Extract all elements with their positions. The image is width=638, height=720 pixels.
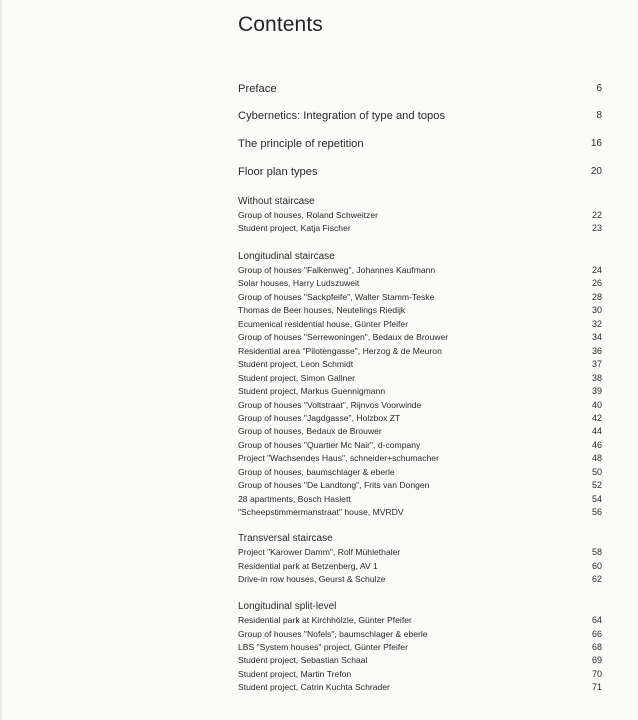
entry-page: 32 — [591, 318, 602, 329]
toc-entry[interactable] — [238, 277, 602, 289]
toc-entry[interactable] — [238, 681, 602, 693]
entry-label: Cybernetics: Integration of type and topos — [238, 110, 446, 122]
toc-entry[interactable] — [238, 345, 602, 357]
entry-label: Student project, Markus Guennigmann — [238, 386, 386, 397]
entry-label: Group of houses "Voltstraat", Rijnvos Voorwinde — [238, 399, 422, 410]
toc-entry[interactable] — [238, 560, 602, 572]
entry-page: 66 — [591, 628, 602, 639]
page-edge — [0, 0, 2, 720]
toc-entry[interactable] — [238, 479, 602, 491]
entry-page: 39 — [591, 386, 602, 397]
toc-entry[interactable] — [238, 358, 602, 370]
toc-entry[interactable] — [238, 304, 602, 316]
toc-entry[interactable] — [238, 641, 602, 653]
toc-entry[interactable] — [238, 614, 602, 626]
section-title: Without staircase — [238, 196, 315, 207]
entry-label: "Scheepstimmermanstraat" house, MVRDV — [238, 507, 404, 518]
entry-page: 46 — [591, 439, 602, 450]
entry-label: Solar houses, Harry Ludszuweit — [238, 278, 360, 289]
toc-entry[interactable] — [238, 439, 602, 451]
entry-page: 34 — [591, 332, 602, 343]
entry-label: The principle of repetition — [238, 138, 364, 150]
entry-label: Group of houses "Jagdgasse", Holzbox ZT — [238, 412, 401, 423]
entry-page: 48 — [591, 453, 602, 464]
entry-label: Student project, Simon Gallner — [238, 372, 356, 383]
page-title: Contents — [238, 13, 323, 36]
entry-page: 50 — [591, 466, 602, 477]
entry-label: Drive-in row houses, Geurst & Schulze — [238, 573, 386, 584]
entry-label: Residential area "Pilotengasse", Herzog & de Meuron — [238, 345, 442, 356]
entry-page: 70 — [591, 668, 602, 679]
entry-label: Student project, Catrin Kuchta Schrader — [238, 682, 390, 693]
toc-entry-preface[interactable] — [238, 81, 602, 97]
entry-label: 28 apartments, Bosch Haslett — [238, 493, 351, 504]
entry-label: Student project, Katja Fischer — [238, 223, 351, 234]
entry-page: 60 — [591, 560, 602, 571]
entry-page: 20 — [590, 166, 602, 177]
toc-entry[interactable] — [238, 412, 602, 424]
toc-entry[interactable] — [238, 318, 602, 330]
entry-label: Preface — [238, 83, 277, 95]
entry-label: Residential park at Betzenberg, AV 1 — [238, 560, 378, 571]
entry-label: Group of houses, Roland Schweitzer — [238, 210, 378, 220]
entry-page: 52 — [591, 480, 602, 491]
toc-entry[interactable] — [238, 452, 602, 464]
entry-label: Student project, Leon Schmidt — [238, 359, 354, 370]
entry-page: 30 — [591, 305, 602, 316]
entry-page: 42 — [591, 412, 602, 423]
entry-page: 28 — [591, 291, 602, 302]
toc-entry-repetition[interactable] — [238, 136, 602, 152]
entry-page: 6 — [596, 83, 602, 94]
toc-entry[interactable] — [238, 372, 602, 384]
entry-label: Project "Karower Damm", Rolf Mühlethaler — [238, 547, 401, 557]
toc-entry[interactable] — [238, 385, 602, 397]
toc-entry[interactable] — [238, 331, 602, 343]
toc-entry[interactable] — [238, 466, 602, 478]
entry-page: 69 — [591, 655, 602, 666]
entry-label: Floor plan types — [238, 166, 318, 178]
entry-label: Group of houses "Quartier Mc Nair", d-company — [238, 439, 421, 450]
toc-entry[interactable] — [238, 209, 602, 221]
section-title: Longitudinal split-level — [238, 601, 337, 612]
entry-label: Ecumenical residential house, Günter Pfeifer — [238, 318, 409, 329]
entry-page: 23 — [591, 223, 602, 234]
toc-entry[interactable] — [238, 506, 602, 518]
toc-entry[interactable] — [238, 573, 602, 585]
entry-label: Student project, Martin Trefon — [238, 668, 352, 679]
toc-entry[interactable] — [238, 654, 602, 666]
toc-entry[interactable] — [238, 425, 602, 437]
entry-label: Group of houses "Serrewoningen", Bedaux de Brouwer — [238, 332, 449, 343]
entry-page: 26 — [591, 278, 602, 289]
toc-entry[interactable] — [238, 264, 602, 276]
entry-page: 54 — [591, 493, 602, 504]
entry-label: Thomas de Beer houses, Neutelings Riedijk — [238, 305, 406, 316]
entry-label: Student project, Sebastian Schaal — [238, 655, 368, 666]
entry-page: 71 — [591, 682, 602, 693]
entry-page: 37 — [591, 359, 602, 370]
entry-label: Group of houses, Bedaux de Brouwer — [238, 426, 382, 437]
entry-label: Group of houses "Nofels", baumschlager & eberle — [238, 628, 428, 639]
section-title: Transversal staircase — [238, 533, 333, 544]
entry-page: 24 — [591, 265, 602, 275]
entry-page: 8 — [596, 110, 602, 121]
entry-page: 22 — [591, 210, 602, 220]
entry-page: 36 — [591, 345, 602, 356]
toc-entry[interactable] — [238, 546, 602, 558]
toc-entry[interactable] — [238, 493, 602, 505]
entry-page: 58 — [591, 547, 602, 557]
entry-label: LBS "System houses" project, Günter Pfeifer — [238, 641, 408, 652]
entry-label: Group of houses "Falkenweg", Johannes Kaufmann — [238, 265, 436, 275]
entry-page: 40 — [591, 399, 602, 410]
entry-label: Group of houses "Sackpfeife", Walter Stamm-Teske — [238, 291, 435, 302]
toc-entry[interactable] — [238, 668, 602, 680]
toc-entry-floor-plan-types[interactable] — [238, 164, 602, 180]
entry-page: 38 — [591, 372, 602, 383]
toc-entry[interactable] — [238, 399, 602, 411]
entry-page: 62 — [591, 573, 602, 584]
entry-label: Group of houses, baumschlager & eberle — [238, 466, 395, 477]
entry-page: 68 — [591, 641, 602, 652]
toc-entry[interactable] — [238, 628, 602, 640]
entry-page: 64 — [591, 615, 602, 625]
toc-entry[interactable] — [238, 222, 602, 234]
entry-page: 56 — [591, 507, 602, 518]
section-title: Longitudinal staircase — [238, 251, 335, 262]
toc-entry-cybernetics[interactable] — [238, 108, 602, 124]
entry-page: 16 — [590, 138, 602, 149]
entry-label: Project "Wachsendes Haus", schneider+schumacher — [238, 453, 439, 464]
entry-label: Residential park at Kirchhölzle, Günter Pfeifer — [238, 615, 412, 625]
toc-entry[interactable] — [238, 291, 602, 303]
entry-label: Group of houses "De Landtong", Frits van Dongen — [238, 480, 430, 491]
entry-page: 44 — [591, 426, 602, 437]
